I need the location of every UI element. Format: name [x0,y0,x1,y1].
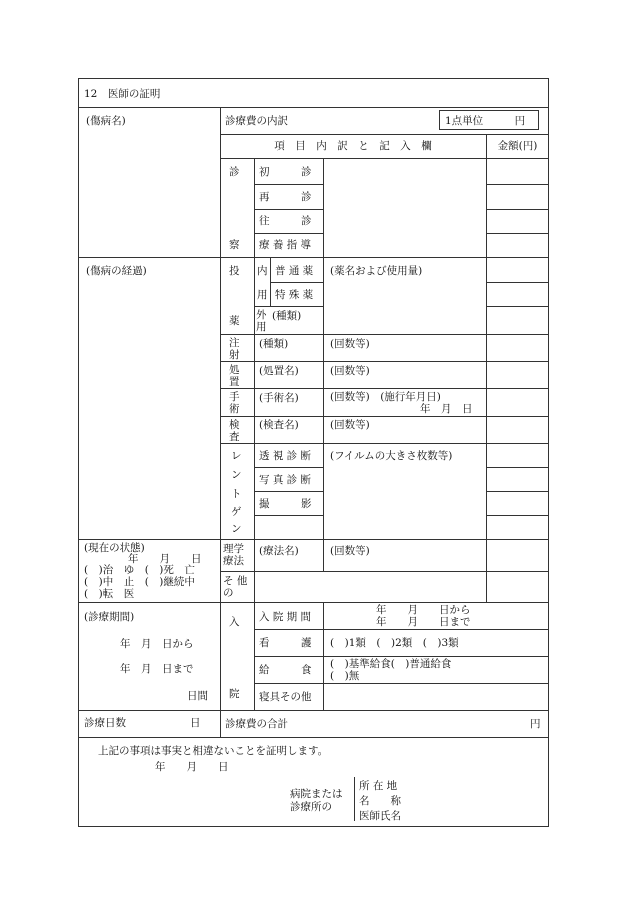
rule [78,539,549,540]
status-title: (現在の状態) [84,542,145,554]
shujutsu-count: (回数等) (施行年月日) [330,391,441,403]
futsu-label: 普 通 薬 [275,265,314,277]
shujutsu-name: (手術名) [259,392,299,404]
hospital-label-2: 診療所の [290,801,332,813]
film-note: (フイルムの大きさ枚数等) [330,450,453,462]
toyaku-label-1: 投 [229,265,240,277]
period-title: (診療期間) [84,611,135,623]
rule [254,306,323,307]
kensa-name: (検査名) [259,419,299,431]
xray-char: ン [231,523,242,535]
rule [220,334,549,335]
rule [323,602,324,710]
shochi-label-1: 処 [229,364,240,376]
sonota-label-2: の [223,587,234,599]
rule [254,602,255,710]
rule [254,158,255,539]
address-label: 所 在 地 [359,780,398,792]
hospital-label-1: 病院または [290,788,343,800]
status-line-3: ( )転 医 [84,588,135,600]
xray-char: レ [231,450,242,462]
rule [254,515,323,516]
shingu-label: 寝具その他 [259,691,312,703]
rule [78,737,549,738]
kensa-label-2: 査 [229,431,240,443]
period-from: 年 月 日から [120,638,194,650]
rule [220,134,549,135]
rule [254,683,549,684]
in-label: 院 [229,688,240,700]
nyuin-to: 年 月 日まで [376,616,471,628]
rule [254,467,323,468]
med-note: (薬名および使用量) [330,265,423,277]
certify-date: 年 月 日 [155,761,229,773]
rule [254,184,323,185]
rule [270,282,323,283]
period-to: 年 月 日まで [120,663,194,675]
rule [486,306,549,307]
shujutsu-label-1: 手 [229,391,240,403]
unit-label: 1点単位 円 [445,115,526,127]
ryoyo-label: 療 養 指 導 [259,239,312,251]
xray-char: ン [231,469,242,481]
rule [78,107,549,108]
gaiyou-label-2: 用 [256,321,267,333]
shochi-label-2: 置 [229,376,240,388]
status-line-2: ( )中 止 ( )継続中 [84,576,195,588]
kyushoku-label: 給 食 [259,664,312,676]
rule [220,361,549,362]
status-line-1: ( )治 ゆ ( )死 亡 [84,564,195,576]
rigaku-count: (回数等) [330,545,370,557]
toyaku-label-2: 薬 [229,315,240,327]
rule [254,656,549,657]
chusha-label-2: 射 [229,349,240,361]
period-days: 日間 [187,690,208,702]
kango-label: 看 護 [259,637,312,649]
rule [220,443,549,444]
disease-name-label: (傷病名) [86,115,126,127]
total-label: 診療費の合計 [225,718,288,730]
doctor-name-label: 医師氏名 [359,810,401,822]
rule [323,158,324,539]
nyu-label: 入 [229,616,240,628]
rule [354,777,355,821]
section-header: 12 医師の証明 [84,88,161,100]
kyushoku-option-1: ( )基準給食( )普通給食 [330,658,452,670]
saishin-label: 再 診 [259,191,312,203]
name-label: 名 称 [359,795,401,807]
nyuin-from: 年 月 日から [376,604,471,616]
tokushu-label: 特 殊 薬 [275,289,314,301]
kensa-label-1: 検 [229,419,240,431]
rule [254,233,323,234]
chusha-count: (回数等) [330,338,370,350]
rigaku-label-1: 理学 [223,543,244,555]
kango-options: ( )1類 ( )2類 ( )3類 [330,637,459,649]
xray-char: ゲ [231,506,242,518]
shashin-label: 写 真 診 断 [259,474,312,486]
satsu-label: 察 [229,239,240,251]
shin-label: 診 [229,166,240,178]
items-column-header: 項 目 内 訳 と 記 入 欄 [274,140,432,152]
fee-breakdown-label: 診療費の内訳 [225,115,288,127]
shoshin-label: 初 診 [259,166,312,178]
course-label: (傷病の経過) [86,265,147,277]
shochi-name: (処置名) [259,365,299,377]
rule [220,388,549,389]
nai-label: 内 [257,265,268,277]
status-date: 年 月 日 [128,553,202,565]
gaiyou-label-1: 外 [256,309,267,321]
rule [78,602,549,603]
nyuin-kikan-label: 入 院 期 間 [259,611,312,623]
rigaku-label-2: 療法 [223,555,244,567]
rule [220,571,549,572]
ryoho-name: (療法名) [259,545,299,557]
rule [78,710,549,711]
rule [486,233,549,234]
rule [254,209,323,210]
form-frame [78,78,549,827]
rule [254,491,323,492]
rule [220,416,549,417]
days-unit: 日 [190,717,201,729]
amount-column-header: 金額(円) [497,140,538,152]
toushi-label: 透 視 診 断 [259,450,312,462]
rule [486,515,549,516]
rule [270,257,271,306]
xray-char: ト [231,488,242,500]
chusha-label-1: 注 [229,337,240,349]
rule [220,107,221,737]
satsuei-label: 撮 影 [259,498,312,510]
rule [486,184,549,185]
rule [254,629,549,630]
rule [486,467,549,468]
total-unit: 円 [530,718,541,730]
rule [220,158,549,159]
rule [486,209,549,210]
rule [78,257,549,258]
gaiyou-type: (種類) [272,310,302,322]
rule [486,134,487,602]
kyushoku-option-2: ( )無 [330,670,360,682]
days-label: 診療日数 [84,717,126,729]
shochi-count: (回数等) [330,365,370,377]
rule [323,539,324,571]
you-label: 用 [257,289,268,301]
oushin-label: 往 診 [259,215,312,227]
rule [486,491,549,492]
chusha-type: (種類) [259,338,289,350]
sonota-label-1: そ 他 [223,575,248,587]
kensa-count: (回数等) [330,419,370,431]
rule [254,539,255,602]
shujutsu-label-2: 術 [229,403,240,415]
shujutsu-date: 年 月 日 [420,403,473,415]
certify-statement: 上記の事項は事実と相違ないことを証明します。 [98,745,329,757]
rule [486,282,549,283]
